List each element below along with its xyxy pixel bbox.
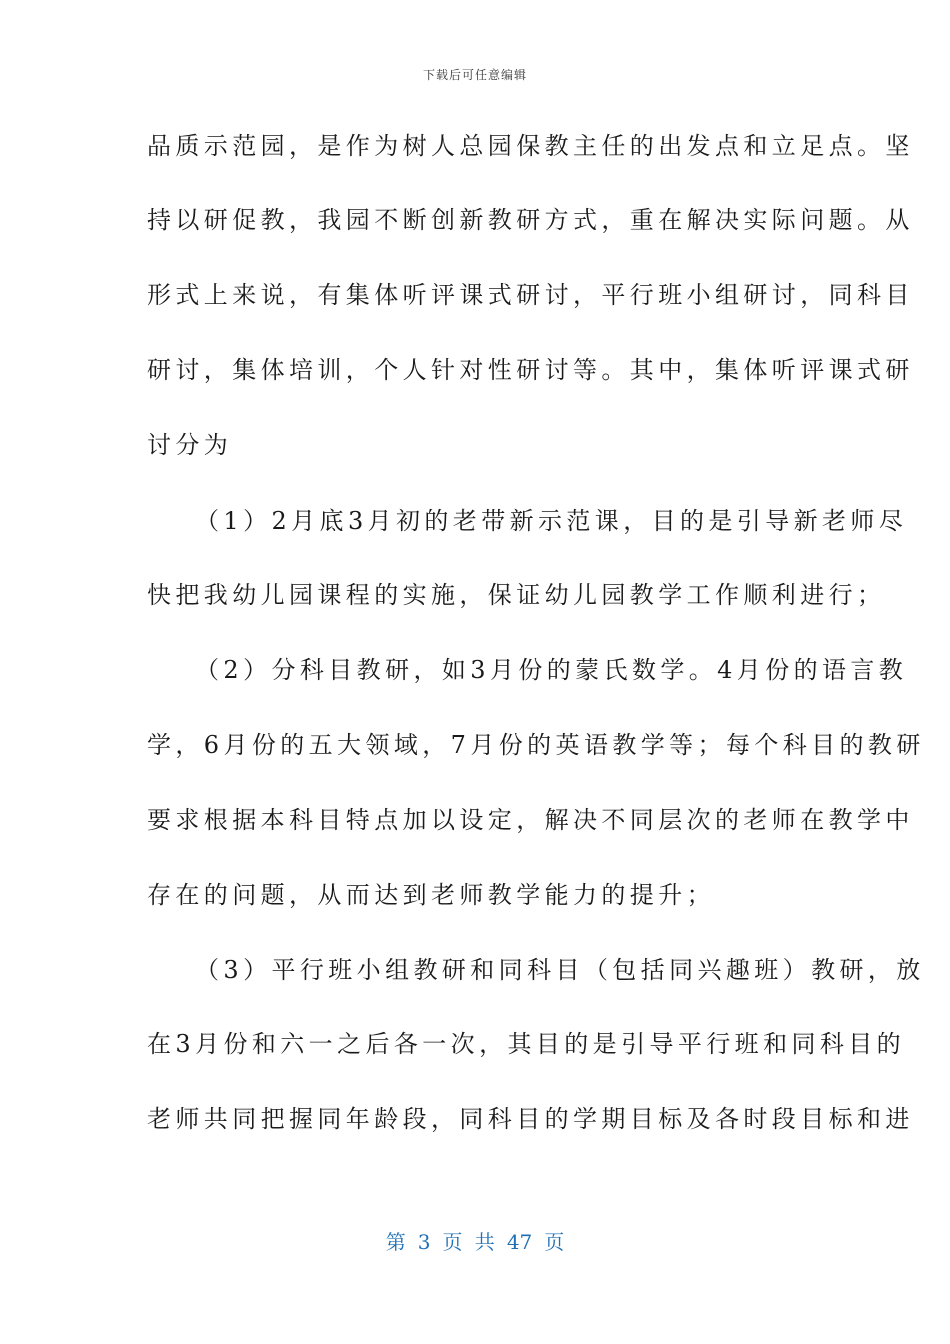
- body-text-line: 存在的问题，从而达到老师教学能力的提升；: [147, 881, 715, 909]
- current-page-number: 3: [417, 1230, 431, 1254]
- body-text-line: 老师共同把握同年龄段，同科目的学期目标及各时段目标和进: [147, 1105, 914, 1133]
- footer-prefix: 第: [385, 1230, 406, 1254]
- body-text-line: 学，6月份的五大领域，7月份的英语教学等；每个科目的教研: [147, 731, 925, 759]
- body-text-line: 持以研促教，我园不断创新教研方式，重在解决实际问题。从: [147, 206, 914, 234]
- page-header-note: 下载后可任意编辑: [422, 68, 527, 82]
- body-text-line: 形式上来说，有集体听评课式研讨，平行班小组研讨，同科目: [147, 281, 914, 309]
- body-text-line: 研讨，集体培训，个人针对性研讨等。其中，集体听评课式研: [147, 356, 914, 384]
- body-text-line: 在3月份和六一之后各一次，其目的是引导平行班和同科目的: [147, 1030, 906, 1058]
- body-text-line: 快把我幼儿园课程的实施，保证幼儿园教学工作顺利进行；: [147, 581, 886, 609]
- paragraph-1-start: （1）2月底3月初的老带新示范课，目的是引导新老师尽: [195, 507, 908, 535]
- body-text-line: 讨分为: [147, 431, 233, 459]
- footer-suffix: 页: [544, 1230, 565, 1254]
- total-page-count: 47: [506, 1230, 533, 1254]
- footer-middle: 页 共: [442, 1230, 495, 1254]
- page-footer: [0, 1226, 950, 1255]
- body-text-line: 要求根据本科目特点加以设定，解决不同层次的老师在教学中: [147, 806, 914, 834]
- paragraph-2-start: （2）分科目教研，如3月份的蒙氏数学。4月份的语言教: [195, 656, 908, 684]
- body-text-line: 品质示范园，是作为树人总园保教主任的出发点和立足点。坚: [147, 132, 914, 160]
- paragraph-3-start: （3）平行班小组教研和同科目（包括同兴趣班）教研，放: [195, 956, 925, 984]
